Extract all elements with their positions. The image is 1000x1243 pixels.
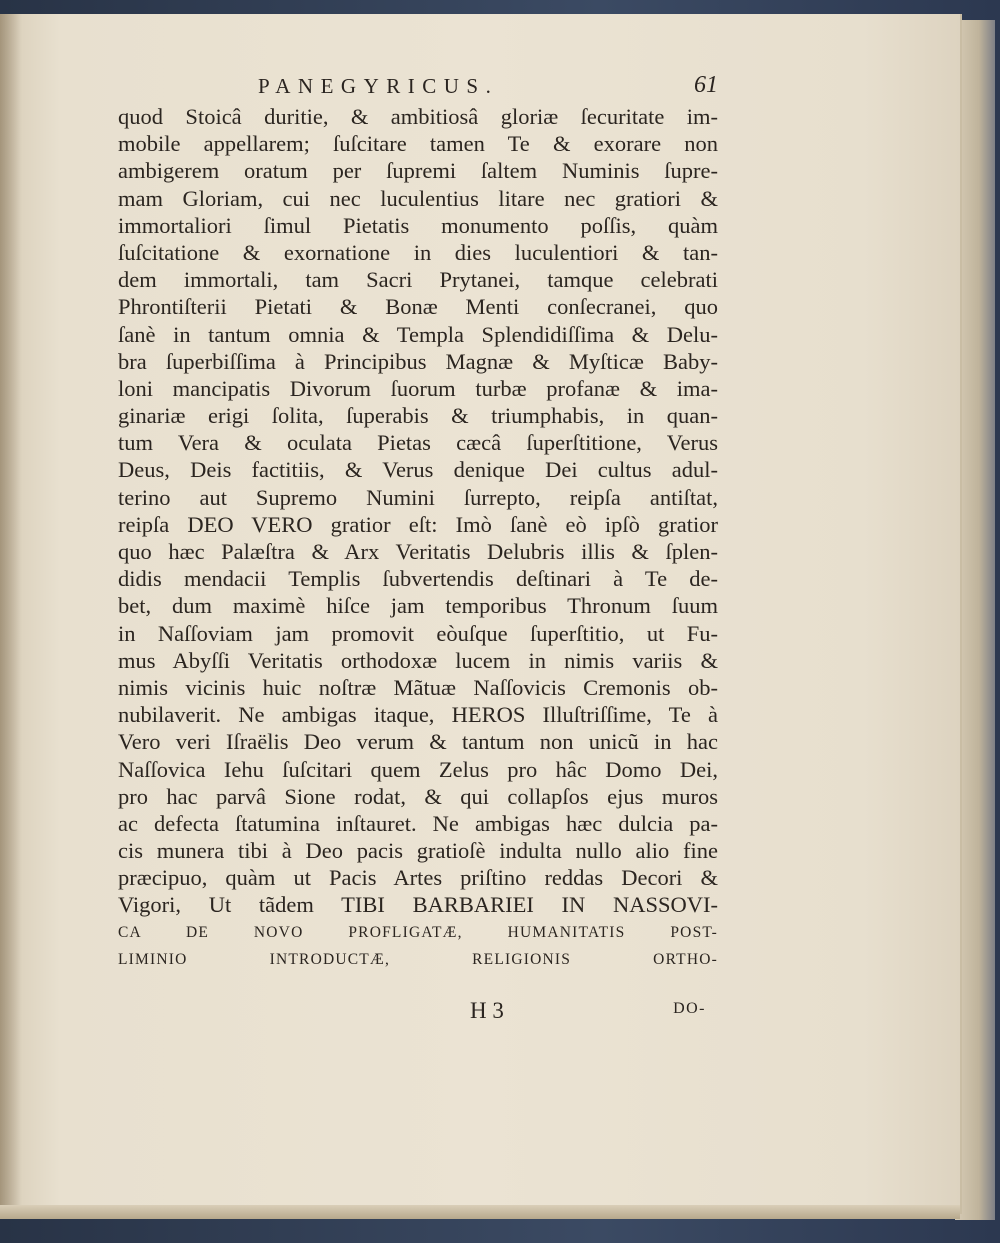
text-line: Vigori, Ut tãdem TIBI BARBARIEI IN NASSOVI- (118, 892, 718, 918)
text-line: immortaliori ſimul Pietatis monumento poſſis, quàm (118, 212, 718, 238)
text-line: ambigerem oratum per ſupremi ſaltem Numinis ſupre- (118, 158, 718, 184)
text-line: terino aut Supremo Numini ſurrepto, reipſa antiſtat, (118, 484, 718, 510)
body-text (118, 103, 718, 973)
text-line: didis mendacii Templis ſubvertendis deſtinari à Te de- (118, 566, 718, 592)
text-line: LIMINIO INTRODUCTÆ, RELIGIONIS ORTHO- (118, 950, 718, 968)
text-line: cis munera tibi à Deo pacis gratioſè indulta nullo alio fine (118, 838, 718, 864)
text-line: pro hac parvâ Sione rodat, & qui collapſos ejus muros (118, 783, 718, 809)
text-line: loni mancipatis Divorum ſuorum turbæ profanæ & ima- (118, 375, 718, 401)
text-line: ſuſcitatione & exornatione in dies luculentiori & tan- (118, 239, 718, 265)
text-line: quod Stoicâ duritie, & ambitiosâ gloriæ ſecuritate im- (118, 104, 718, 129)
text-line: reipſa DEO VERO gratior eſt: Imò ſanè eò ipſò gratior (118, 511, 718, 537)
text-line: ginariæ erigi ſolita, ſuperabis & triumphabis, in quan- (118, 403, 718, 429)
text-line: dem immortali, tam Sacri Prytanei, tamque celebrati (118, 267, 718, 293)
text-line: bet, dum maximè hiſce jam temporibus Thronum ſuum (118, 593, 718, 619)
catchword: DO- (673, 1000, 706, 1017)
text-line: præcipuo, quàm ut Pacis Artes priſtino reddas Decori & (118, 865, 718, 891)
gutter-shadow (0, 14, 22, 1214)
text-line: quo hæc Palæſtra & Arx Veritatis Delubris illis & ſplen- (118, 539, 718, 564)
page-header (258, 70, 718, 104)
running-title: PANEGYRICUS. (258, 74, 499, 98)
text-line: CA DE NOVO PROFLIGATÆ, HUMANITATIS POST- (118, 923, 718, 941)
text-line: Vero veri Iſraëlis Deo verum & tantum non unicũ in hac (118, 729, 718, 755)
text-line: ac defecta ſtatumina inſtauret. Ne ambigas hæc dulcia pa- (118, 810, 718, 836)
text-line: mobile appellarem; ſuſcitare tamen Te & exorare non (118, 131, 718, 157)
page-footer (118, 998, 718, 1028)
text-line: Deus, Deis factitiis, & Verus denique Dei cultus adul- (118, 457, 718, 483)
text-line: mam Gloriam, cui nec luculentius litare nec gratiori & (118, 185, 718, 211)
page-bottom-edge (0, 1205, 960, 1219)
text-line: ſanè in tantum omnia & Templa Splendidiſſima & Delu- (118, 321, 718, 347)
text-line: bra ſuperbiſſima à Principibus Magnæ & Myſticæ Baby- (118, 348, 718, 374)
text-line: nimis vicinis huic noſtræ Mãtuæ Naſſovicis Cremonis ob- (118, 674, 718, 700)
text-line: in Naſſoviam jam promovit eòuſque ſuperſtitio, ut Fu- (118, 620, 718, 646)
text-line: nubilaverit. Ne ambigas itaque, HEROS Illuſtriſſime, Te à (118, 702, 718, 728)
signature-mark: H 3 (470, 998, 504, 1023)
text-line: Phrontiſterii Pietati & Bonæ Menti conſecranei, quo (118, 294, 718, 320)
page-number: 61 (694, 72, 718, 98)
text-line: mus Abyſſi Veritatis orthodoxæ lucem in nimis variis & (118, 647, 718, 673)
text-line: tum Vera & oculata Pietas cæcâ ſuperſtitione, Verus (118, 430, 718, 456)
text-line: Naſſovica Iehu ſuſcitari quem Zelus pro hâc Domo Dei, (118, 756, 718, 782)
